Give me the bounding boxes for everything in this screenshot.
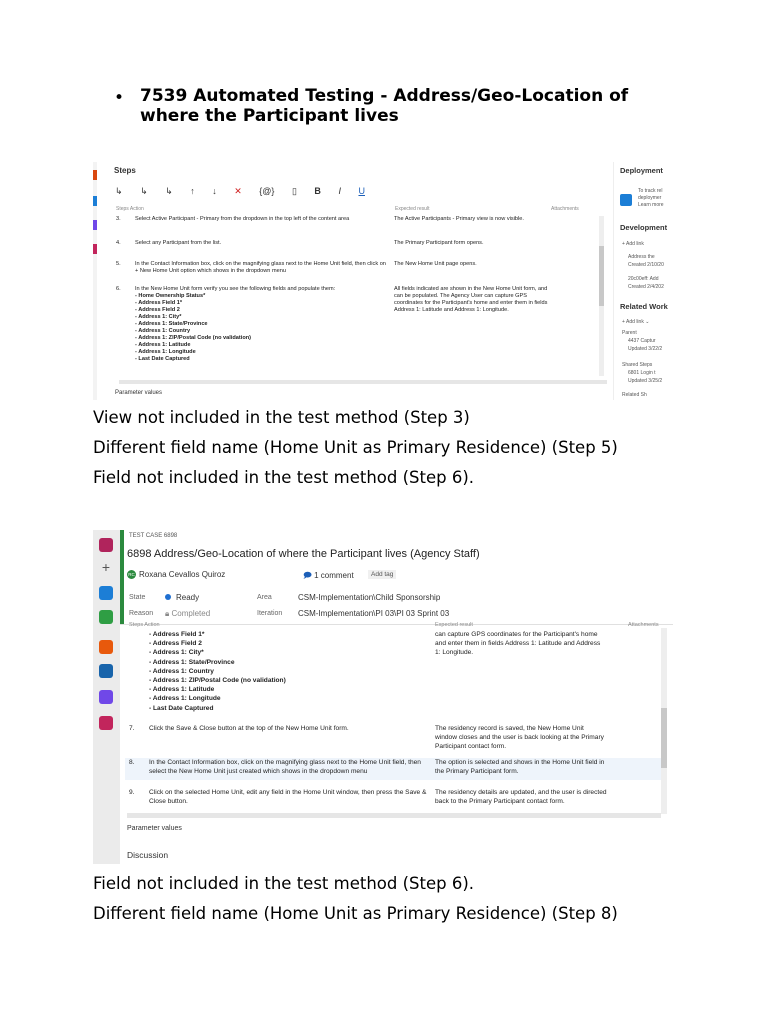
step-action (135, 286, 390, 363)
step-expected: The Active Participants - Primary view is now visible. (394, 216, 524, 222)
note-line: Different field name (Home Unit as Primary Residence) (Step 8) (93, 904, 618, 923)
flask-icon[interactable] (99, 690, 113, 704)
org-icon[interactable] (99, 538, 113, 552)
field-item: - Address 1: ZIP/Postal Code (no validation) (149, 677, 286, 685)
rail-icon[interactable] (93, 170, 97, 180)
field-item: - Address 1: Latitude (135, 342, 191, 348)
step-row-selected[interactable] (125, 758, 661, 780)
deployment-text: deploymer (638, 195, 662, 201)
area-value[interactable]: CSM-Implementation\Child Sponsorship (298, 593, 441, 602)
field-item: - Address 1: City* (149, 649, 204, 657)
parameter-icon[interactable]: {@} (259, 186, 275, 196)
step-row[interactable] (125, 788, 661, 812)
boards-icon[interactable] (99, 586, 113, 600)
scroll-thumb[interactable] (599, 246, 604, 306)
bold-button[interactable]: B (314, 186, 321, 196)
deployment-text: To track rel (638, 188, 663, 194)
field-item: - Address Field 2 (135, 307, 180, 313)
col-expected: Expected result (395, 206, 430, 212)
field-item: - Address 1: City* (135, 314, 182, 320)
step-number: 3. (116, 216, 121, 222)
field-item: - Address Field 2 (149, 640, 202, 648)
vertical-scrollbar[interactable] (599, 216, 604, 376)
comment-label: 1 comment (314, 571, 354, 580)
col-attachments: Attachments (628, 622, 659, 628)
reason-label: Reason (129, 610, 154, 617)
parent-item-meta: Updated 3/22/2 (628, 346, 663, 352)
step-number: 6. (116, 286, 121, 292)
field-item: - Address 1: Country (135, 328, 191, 334)
step-action (149, 630, 431, 713)
step-expected: The residency record is saved, the New Home Unit window closes and the user is back looking at the Primary Participant contact form. (435, 725, 604, 751)
step-number: 7. (129, 725, 135, 732)
field-item: - Address 1: State/Province (149, 658, 235, 666)
step-expected: All fields indicated are shown in the New Home Unit form, and can be populated. The Agency User can capture GPS coordinates for the Participant's home and enter them in fields Address 1: Latitude and Address 1: Longitude. (394, 286, 548, 313)
area-label: Area (257, 594, 272, 601)
vertical-scrollbar[interactable] (661, 628, 667, 814)
field-item: - Address 1: Longitude (135, 349, 196, 355)
dev-item[interactable]: Address the (628, 254, 655, 260)
work-item-color-bar (120, 530, 124, 624)
step-action: In the Contact Information box, click on the magnifying glass next to the Home Unit field, then select the New Home Unit just created which shows in the dropdown menu (149, 759, 421, 776)
steps-title: Steps (114, 166, 136, 175)
field-item: - Address Field 1* (135, 300, 183, 306)
col-steps-action: Steps Action (116, 206, 144, 212)
step-expected: The Primary Participant form opens. (394, 240, 484, 246)
add-link-dropdown[interactable]: + Add link ⌄ (622, 319, 650, 325)
dev-item[interactable]: 20c00eff: Add (628, 276, 659, 282)
insert-step-icon[interactable]: ↳ (115, 186, 123, 196)
field-item: - Address Field 1* (149, 631, 205, 638)
parent-label: Parent (622, 330, 637, 336)
step-expected: The New Home Unit page opens. (394, 261, 477, 267)
right-panel (613, 162, 675, 400)
rocket-icon (620, 194, 632, 206)
add-link-button[interactable]: + Add link (622, 241, 644, 247)
step-number: 4. (116, 240, 121, 246)
col-steps-action: Steps Action (129, 622, 160, 628)
iteration-label: Iteration (257, 610, 283, 617)
scroll-thumb[interactable] (661, 708, 667, 768)
note-line: View not included in the test method (Step 3) (93, 408, 470, 427)
note-line: Different field name (Home Unit as Primary Residence) (Step 5) (93, 438, 618, 457)
test-case-label: TEST CASE 6898 (129, 533, 178, 539)
left-nav-rail (93, 530, 120, 864)
test-plans-icon[interactable] (99, 610, 113, 624)
state-dropdown[interactable] (165, 593, 199, 602)
step-action-intro: In the New Home Unit form verify you see the following fields and populate them: (135, 286, 336, 292)
add-icon[interactable]: + (101, 559, 111, 575)
attachment-icon[interactable]: ▯ (291, 186, 297, 196)
comment-icon: 🗩 (303, 571, 315, 580)
work-item-title[interactable]: 6898 Address/Geo-Location of where the Participant lives (Agency Staff) (127, 548, 480, 560)
screenshot-test-case (93, 530, 673, 864)
field-item: - Address 1: Country (149, 667, 214, 675)
parameter-values-label[interactable]: Parameter values (115, 390, 163, 396)
step-action: Select Active Participant - Primary from the dropdown in the top left of the content area (135, 216, 350, 222)
shared-steps-label: Shared Steps (622, 362, 653, 368)
insert-shared-steps-icon[interactable]: ↳ (140, 186, 148, 196)
dev-item-meta: Created 2/10/20 (628, 262, 664, 268)
shared-step-item[interactable]: 6801 Login t (628, 370, 656, 376)
discussion-label: Discussion (127, 850, 169, 860)
parent-item[interactable]: 4437 Captur (628, 338, 656, 344)
assigned-to[interactable] (127, 570, 225, 579)
screenshot-steps-editor (93, 162, 675, 400)
iteration-value[interactable]: CSM-Implementation\PI 03\PI 03 Sprint 03 (298, 609, 450, 618)
development-heading: Development (620, 223, 668, 232)
step-expected: The residency details are updated, and the user is directed back to the Primary Participant contact form. (435, 789, 607, 806)
lock-icon: 🔒︎ (165, 609, 172, 618)
step-expected: can capture GPS coordinates for the Participant's home and enter them in fields Address 1: Latitude and Address 1: Longitude. (435, 631, 601, 657)
col-attachments: Attachments (551, 206, 579, 212)
comment-count[interactable] (303, 570, 354, 584)
state-label: State (129, 594, 146, 601)
state-value: Ready (176, 593, 200, 602)
col-expected: Expected result (435, 622, 473, 628)
reason-dropdown[interactable] (165, 609, 210, 619)
rail-icon[interactable] (93, 244, 97, 254)
deployment-heading: Deployment (620, 166, 663, 175)
avatar: RC (128, 572, 135, 578)
dev-item-meta: Created 2/4/202 (628, 284, 664, 290)
owner-name: Roxana Cevallos Quiroz (139, 570, 226, 579)
state-dot-icon (165, 594, 171, 600)
related-label: Related Sh (622, 392, 647, 398)
rail-icon[interactable] (93, 220, 97, 230)
repos-icon[interactable] (99, 640, 113, 654)
steps-toolbar (115, 186, 380, 197)
step-number: 8. (129, 759, 135, 766)
step-number: 5. (116, 261, 121, 267)
parameter-values-label[interactable]: Parameter values (127, 825, 182, 832)
learn-more-link[interactable]: Learn more (638, 202, 664, 208)
step-action: Click on the selected Home Unit, edit any field in the Home Unit window, then press the Save & Close button. (149, 789, 427, 806)
underline-button[interactable]: U (358, 186, 365, 196)
field-item: - Address 1: State/Province (135, 321, 208, 327)
pipelines-icon[interactable] (99, 664, 113, 678)
field-item: - Home Ownership Status* (135, 293, 206, 299)
step-action: Select any Participant from the list. (135, 240, 222, 246)
left-rail (93, 162, 97, 400)
step-action: In the Contact Information box, click on the magnifying glass next to the Home Unit field, then click on + New Home Unit option which shows in the dropdown menu (135, 261, 386, 274)
related-work-heading: Related Work (620, 302, 668, 311)
horizontal-scrollbar[interactable] (127, 813, 661, 818)
reason-value: Completed (171, 609, 211, 618)
field-item: - Address 1: Longitude (149, 695, 221, 703)
note-line: Field not included in the test method (Step 6). (93, 874, 475, 893)
step-number: 9. (129, 789, 135, 796)
shared-step-meta: Updated 3/25/2 (628, 378, 663, 384)
create-shared-steps-icon[interactable]: ↳ (165, 186, 173, 196)
rail-icon[interactable] (93, 196, 97, 206)
italic-button[interactable]: I (338, 186, 341, 196)
step-action: Click the Save & Close button at the top of the New Home Unit form. (149, 725, 349, 732)
move-down-icon[interactable]: ↓ (212, 186, 217, 196)
field-item: - Last Date Captured (149, 704, 214, 712)
heading-text: 7539 Automated Testing - Address/Geo-Location of where the Participant lives (140, 86, 629, 126)
horizontal-scrollbar[interactable] (119, 380, 607, 384)
move-up-icon[interactable]: ↑ (190, 186, 195, 196)
field-item: - Address 1: Latitude (149, 686, 215, 694)
bullet: • (114, 88, 125, 108)
step-expected: The option is selected and shows in the Home Unit field in the Primary Participant form. (435, 759, 605, 776)
field-item: - Last Date Captured (135, 356, 190, 362)
note-line: Field not included in the test method (Step 6). (93, 468, 475, 487)
add-tag-button[interactable]: Add tag (368, 570, 396, 579)
artifacts-icon[interactable] (99, 716, 113, 730)
delete-icon[interactable]: ✕ (234, 186, 242, 196)
field-item: - Address 1: ZIP/Postal Code (no validation) (135, 335, 252, 341)
divider (120, 624, 673, 625)
